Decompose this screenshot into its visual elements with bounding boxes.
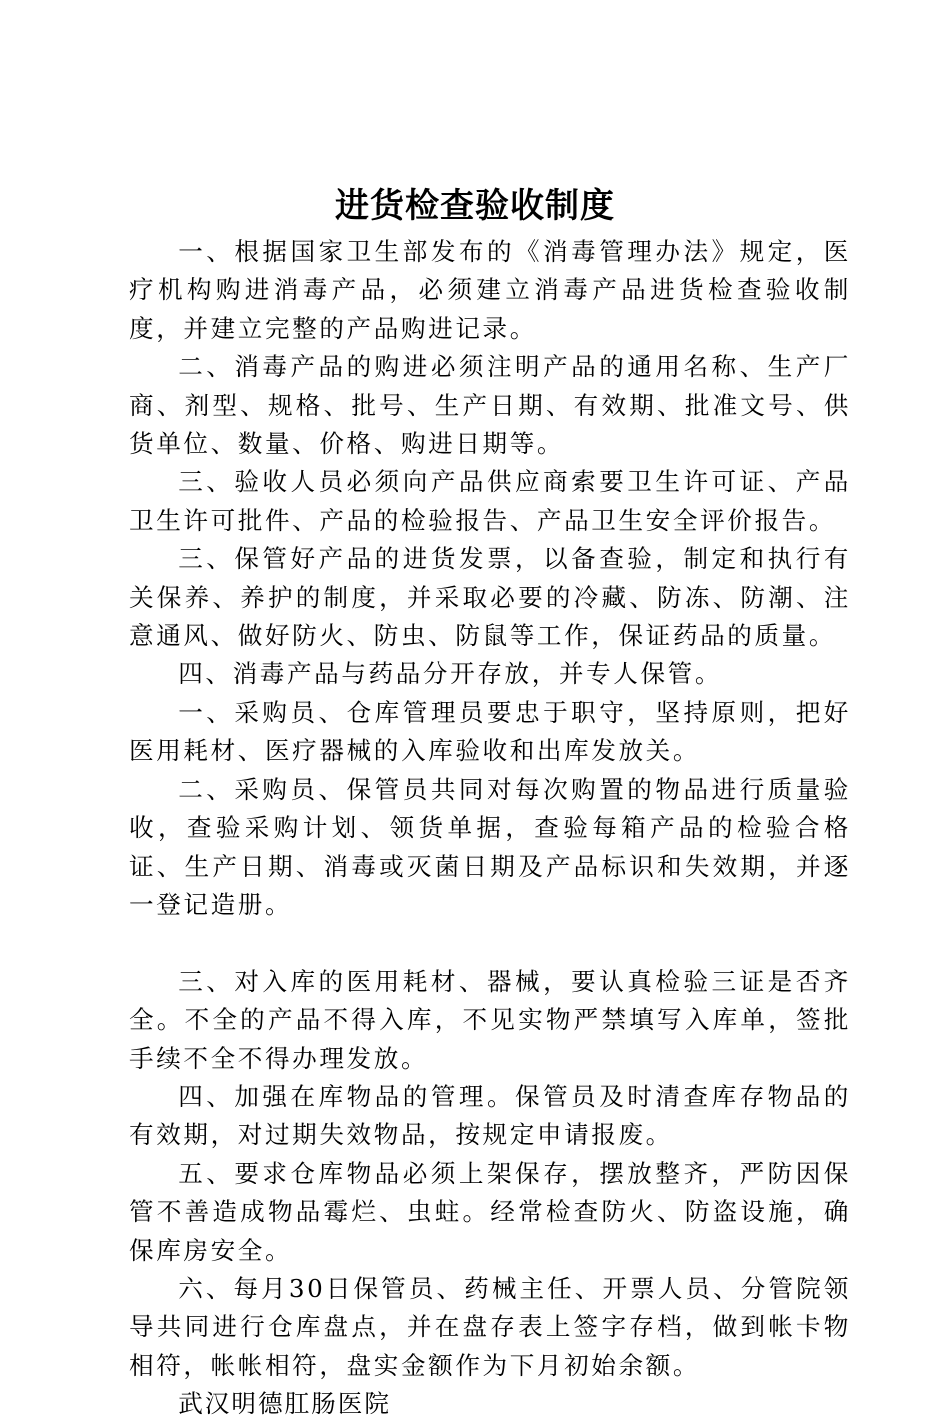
paragraph-4: 三、保管好产品的进货发票，以备查验，制定和执行有关保养、养护的制度，并采取必要的冷藏、防冻、防潮、注意通风、做好防火、防虫、防鼠等工作，保证药品的质量。 — [129, 544, 851, 651]
signature-hospital: 武汉明德肛肠医院 — [178, 1389, 391, 1419]
paragraph-7: 二、采购员、保管员共同对每次购置的物品进行质量验收，查验采购计划、领货单据，查验每箱产品的检验合格证、生产日期、消毒或灭菌日期及产品标识和失效期，并逐一登记造册。 — [129, 774, 851, 919]
paragraph-5: 四、消毒产品与药品分开存放，并专人保管。 — [178, 659, 723, 689]
paragraph-6: 一、采购员、仓库管理员要忠于职守，坚持原则，把好医用耗材、医疗器械的入库验收和出库发放关。 — [129, 697, 851, 766]
document-body — [129, 233, 851, 1424]
paragraph-1: 一、根据国家卫生部发布的《消毒管理办法》规定，医疗机构购进消毒产品，必须建立消毒产品进货检查验收制度，并建立完整的产品购进记录。 — [129, 237, 851, 343]
paragraph-3: 三、验收人员必须向产品供应商索要卫生许可证、产品卫生许可批件、产品的检验报告、产品卫生安全评价报告。 — [129, 467, 851, 535]
paragraph-9: 四、加强在库物品的管理。保管员及时清查库存物品的有效期，对过期失效物品，按规定申请报废。 — [129, 1081, 851, 1150]
paragraph-2: 二、消毒产品的购进必须注明产品的通用名称、生产厂商、剂型、规格、批号、生产日期、有效期、批准文号、供货单位、数量、价格、购进日期等。 — [129, 352, 851, 459]
document-title: 进货检查验收制度 — [335, 186, 615, 226]
paragraph-11: 六、每月30日保管员、药械主任、开票人员、分管院领导共同进行仓库盘点，并在盘存表上签字存档，做到帐卡物相符，帐帐相符，盘实金额作为下月初始余额。 — [129, 1273, 851, 1380]
paragraph-10: 五、要求仓库物品必须上架保存，摆放整齐，严防因保管不善造成物品霉烂、虫蛀。经常检查防火、防盗设施，确保库房安全。 — [129, 1158, 851, 1265]
blank-line — [129, 924, 851, 962]
paragraph-8: 三、对入库的医用耗材、器械，要认真检验三证是否齐全。不全的产品不得入库，不见实物严禁填写入库单，签批手续不全不得办理发放。 — [129, 966, 851, 1073]
